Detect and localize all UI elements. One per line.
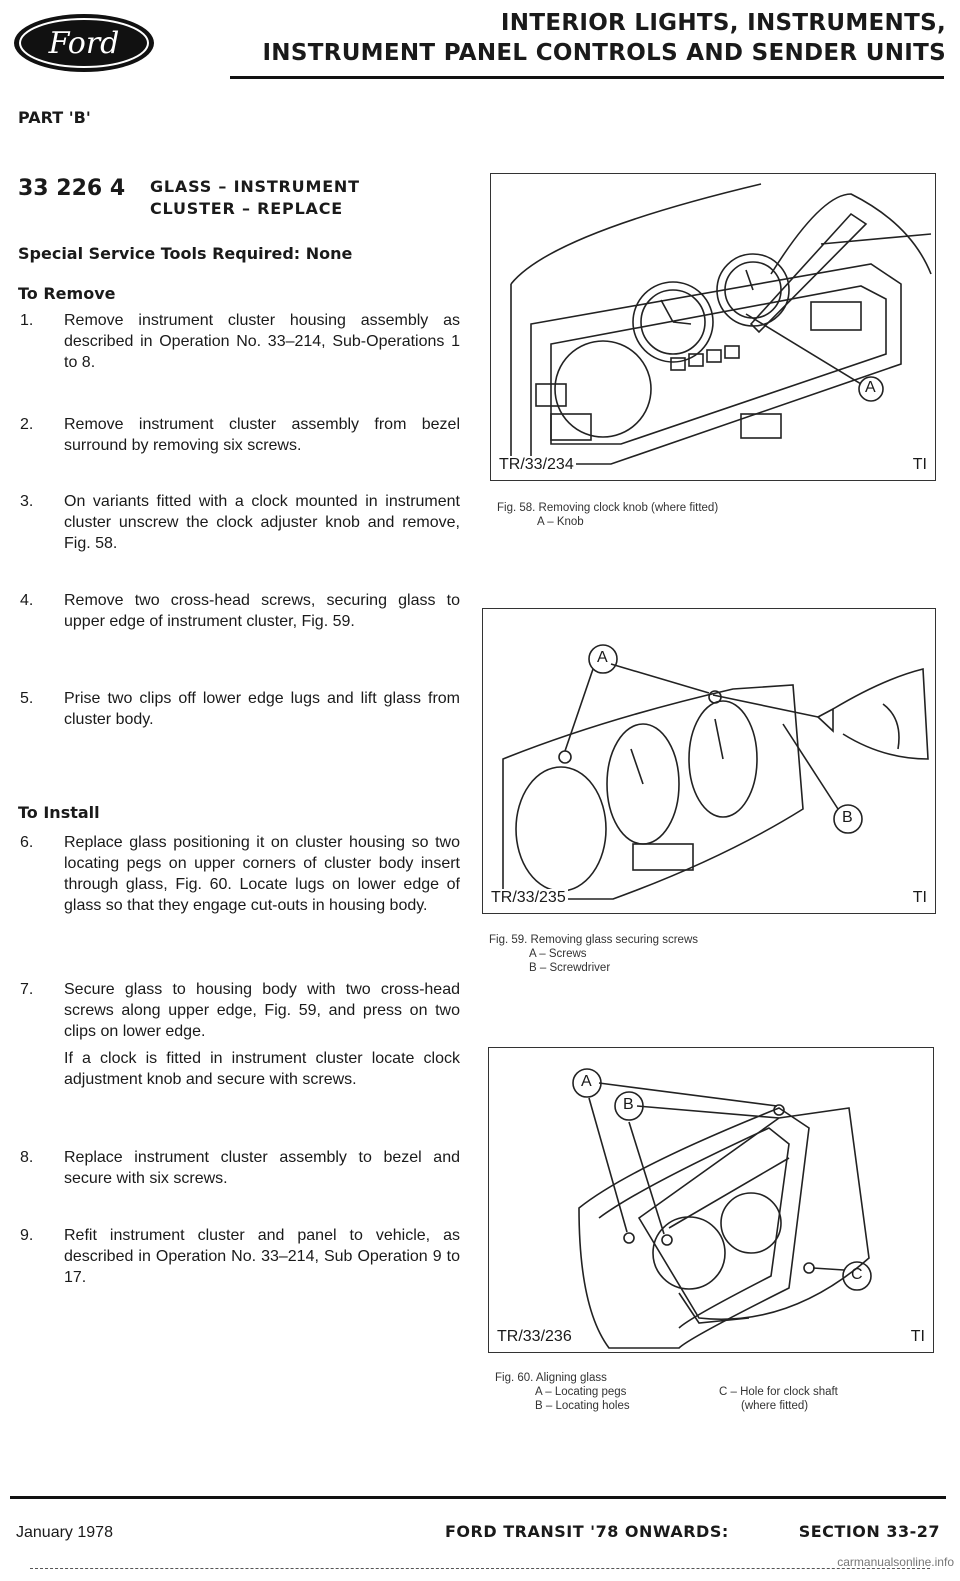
- figure-tag: TI: [912, 889, 927, 906]
- operation-number: 33 226 4: [18, 176, 126, 201]
- caption-item: C – Hole for clock shaft: [719, 1386, 838, 1398]
- install-step: [20, 1147, 460, 1189]
- clock-knob-drawing: [491, 174, 936, 481]
- part-label: PART 'B': [18, 108, 91, 127]
- callout-b: B: [842, 809, 853, 826]
- operation-title: [150, 176, 360, 220]
- step-number: 7.: [20, 981, 34, 998]
- install-step: [20, 979, 460, 1042]
- figure-59-illustration: [482, 608, 936, 914]
- figure-60-caption: [495, 1371, 915, 1413]
- callout-a: A: [581, 1073, 592, 1090]
- step-text: Refit instrument cluster and panel to vehicle, as described in Operation No. 33–214, Sub Operation 9 to 17.: [64, 1227, 460, 1286]
- svg-text:Ford: Ford: [48, 26, 120, 61]
- footer-date: January 1978: [16, 1524, 113, 1541]
- callout-a: A: [865, 379, 876, 396]
- figure-60-illustration: [488, 1047, 934, 1353]
- caption-item: A – Knob: [537, 516, 584, 528]
- header-title-line2: INSTRUMENT PANEL CONTROLS AND SENDER UNITS: [262, 40, 946, 66]
- caption-item: B – Locating holes: [535, 1400, 630, 1412]
- callout-a: A: [597, 649, 608, 666]
- remove-step: [20, 688, 460, 730]
- callout-c: C: [851, 1266, 863, 1283]
- step-number: 4.: [20, 592, 34, 609]
- figure-ref: TR/33/234: [499, 456, 574, 473]
- figure-58-illustration: [490, 173, 936, 481]
- step-number: 5.: [20, 690, 34, 707]
- caption-title: Fig. 60. Aligning glass: [495, 1372, 607, 1384]
- step-text: Replace glass positioning it on cluster housing so two locating pegs on upper corners of cluster body insert through glass, Fig. 60. Locate lugs on lower edge of glass so that they engage cut-outs in housing body.: [64, 834, 460, 914]
- step-number: 2.: [20, 416, 34, 433]
- page-header-title: [262, 8, 946, 68]
- caption-item: B – Screwdriver: [529, 962, 611, 974]
- scan-edge-line: [30, 1568, 930, 1570]
- ford-logo: [12, 12, 156, 74]
- remove-step: [20, 491, 460, 554]
- operation-title-line1: GLASS – INSTRUMENT: [150, 177, 360, 196]
- figure-ref: TR/33/235: [491, 889, 566, 906]
- callout-b: B: [623, 1096, 634, 1113]
- footer-rule: [10, 1496, 946, 1499]
- caption-title: Fig. 58. Removing clock knob (where fitted): [497, 502, 719, 514]
- figure-tag: TI: [912, 456, 927, 473]
- header-rule: [230, 76, 944, 79]
- step-text: Remove instrument cluster assembly from bezel surround by removing six screws.: [64, 416, 460, 454]
- step-text: Remove two cross-head screws, securing glass to upper edge of instrument cluster, Fig. 59.: [64, 592, 460, 630]
- step-text: On variants fitted with a clock mounted in instrument cluster unscrew the clock adjuster knob and remove, Fig. 58.: [64, 493, 460, 552]
- glass-screws-drawing: [483, 609, 936, 914]
- footer-publication: FORD TRANSIT '78 ONWARDS:: [445, 1522, 729, 1541]
- step-text: Secure glass to housing body with two cross-head screws along upper edge, Fig. 59, and press on two clips on lower edge.: [64, 981, 460, 1040]
- figure-59-caption: [489, 933, 698, 975]
- step-text: Remove instrument cluster housing assembly as described in Operation No. 33–214, Sub-Operations 1 to 8.: [64, 312, 460, 371]
- caption-title: Fig. 59. Removing glass securing screws: [489, 934, 698, 946]
- header-title-line1: INTERIOR LIGHTS, INSTRUMENTS,: [500, 10, 946, 36]
- step-text: Replace instrument cluster assembly to bezel and secure with six screws.: [64, 1149, 460, 1187]
- step-text: If a clock is fitted in instrument cluster locate clock adjustment knob and secure with screws.: [64, 1050, 460, 1088]
- install-heading: To Install: [18, 803, 100, 822]
- caption-item: A – Screws: [529, 948, 587, 960]
- install-step: [20, 1225, 460, 1288]
- operation-title-line2: CLUSTER – REPLACE: [150, 199, 344, 218]
- install-note: [20, 1048, 460, 1090]
- step-number: 9.: [20, 1227, 34, 1244]
- step-number: 8.: [20, 1149, 34, 1166]
- footer-section: SECTION 33-27: [798, 1522, 940, 1541]
- caption-item: (where fitted): [741, 1400, 809, 1412]
- remove-heading: To Remove: [18, 284, 116, 303]
- figure-ref: TR/33/236: [497, 1328, 572, 1345]
- watermark: carmanualsonline.info: [837, 1555, 954, 1569]
- remove-step: [20, 590, 460, 632]
- caption-item: A – Locating pegs: [535, 1386, 627, 1398]
- figure-58-caption: [497, 501, 718, 529]
- tools-required: Special Service Tools Required: None: [18, 244, 353, 263]
- remove-step: [20, 414, 460, 456]
- step-number: 3.: [20, 493, 34, 510]
- install-step: [20, 832, 460, 916]
- glass-alignment-drawing: [489, 1048, 934, 1353]
- figure-tag: TI: [910, 1328, 925, 1345]
- step-text: Prise two clips off lower edge lugs and lift glass from cluster body.: [64, 690, 460, 728]
- step-number: 6.: [20, 834, 34, 851]
- step-number: 1.: [20, 312, 34, 329]
- remove-step: [20, 310, 460, 373]
